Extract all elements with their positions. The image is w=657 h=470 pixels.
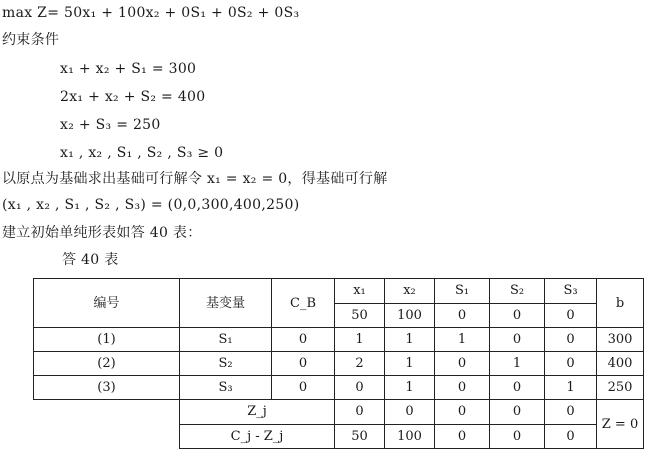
cost-s1: 0 — [435, 303, 490, 328]
objective-value: Z = 0 — [597, 400, 644, 449]
row-coef: 0 — [490, 376, 545, 400]
row-basis: S₁ — [180, 328, 272, 352]
cz-value: 0 — [435, 424, 490, 449]
header-var-x2: x₂ — [385, 279, 435, 304]
zj-label: Z_j — [180, 400, 335, 425]
row-coef: 0 — [435, 376, 490, 400]
cz-value: 0 — [490, 424, 545, 449]
header-var-s2: S₂ — [490, 279, 545, 304]
objective-function — [2, 4, 299, 22]
table-row — [34, 376, 644, 400]
row-cb: 0 — [272, 376, 335, 400]
cz-value: 50 — [335, 424, 385, 449]
row-number: (1) — [34, 328, 180, 352]
zj-value: 0 — [335, 400, 385, 425]
row-coef: 0 — [545, 352, 597, 376]
zj-value: 0 — [490, 400, 545, 425]
row-b: 400 — [597, 352, 644, 376]
table-row — [34, 328, 644, 352]
row-b: 250 — [597, 376, 644, 400]
constraint-1: x₁ + x₂ + S₁ = 300 — [60, 61, 197, 77]
zj-value: 0 — [385, 400, 435, 425]
row-basis: S₃ — [180, 376, 272, 400]
row-number: (2) — [34, 352, 180, 376]
header-basis: 基变量 — [180, 279, 272, 328]
row-coef: 1 — [385, 376, 435, 400]
cz-value: 0 — [545, 424, 597, 449]
explanation-line-1: 以原点为基础求出基础可行解令 x₁ = x₂ = 0，得基础可行解 — [2, 171, 388, 187]
zj-value: 0 — [545, 400, 597, 425]
row-coef: 1 — [385, 328, 435, 352]
row-coef: 0 — [490, 328, 545, 352]
row-coef: 1 — [335, 328, 385, 352]
table-header-row — [34, 279, 644, 304]
nonnegativity-constraint: x₁ , x₂ , S₁ , S₂ , S₃ ≥ 0 — [60, 145, 224, 161]
explanation-line-2: (x₁ , x₂ , S₁ , S₂ , S₃) = (0,0,300,400,250) — [2, 197, 300, 213]
zj-value: 0 — [435, 400, 490, 425]
row-b: 300 — [597, 328, 644, 352]
header-var-s1: S₁ — [435, 279, 490, 304]
objective-prefix: max Z — [2, 5, 48, 21]
row-cb: 0 — [272, 328, 335, 352]
constraint-3: x₂ + S₃ = 250 — [60, 117, 161, 133]
header-var-s3: S₃ — [545, 279, 597, 304]
row-coef: 1 — [490, 352, 545, 376]
cost-s2: 0 — [490, 303, 545, 328]
cost-x2: 100 — [385, 303, 435, 328]
row-coef: 2 — [335, 352, 385, 376]
row-coef: 0 — [435, 352, 490, 376]
simplex-table — [33, 278, 644, 449]
cz-value: 100 — [385, 424, 435, 449]
row-coef: 1 — [385, 352, 435, 376]
constraints-heading: 约束条件 — [2, 32, 60, 48]
cost-s3: 0 — [545, 303, 597, 328]
header-b: b — [597, 279, 644, 328]
cost-x1: 50 — [335, 303, 385, 328]
row-number: (3) — [34, 376, 180, 400]
cz-row — [34, 424, 644, 449]
row-basis: S₂ — [180, 352, 272, 376]
cz-label: C_j - Z_j — [180, 424, 335, 449]
table-row — [34, 352, 644, 376]
explanation-line-3: 建立初始单纯形表如答 40 表： — [2, 225, 202, 241]
zj-blank-cell — [34, 400, 180, 425]
table-caption: 答 40 表 — [62, 252, 119, 268]
row-coef: 1 — [545, 376, 597, 400]
row-coef: 0 — [335, 376, 385, 400]
zj-row — [34, 400, 644, 425]
objective-terms: = 50x₁ + 100x₂ + 0S₁ + 0S₂ + 0S₃ — [47, 5, 300, 21]
row-cb: 0 — [272, 352, 335, 376]
cz-blank-cell — [34, 424, 180, 449]
row-coef: 0 — [545, 328, 597, 352]
header-var-x1: x₁ — [335, 279, 385, 304]
row-coef: 1 — [435, 328, 490, 352]
header-number: 编号 — [34, 279, 180, 328]
header-cb: C_B — [272, 279, 335, 328]
constraint-2: 2x₁ + x₂ + S₂ = 400 — [60, 89, 206, 105]
